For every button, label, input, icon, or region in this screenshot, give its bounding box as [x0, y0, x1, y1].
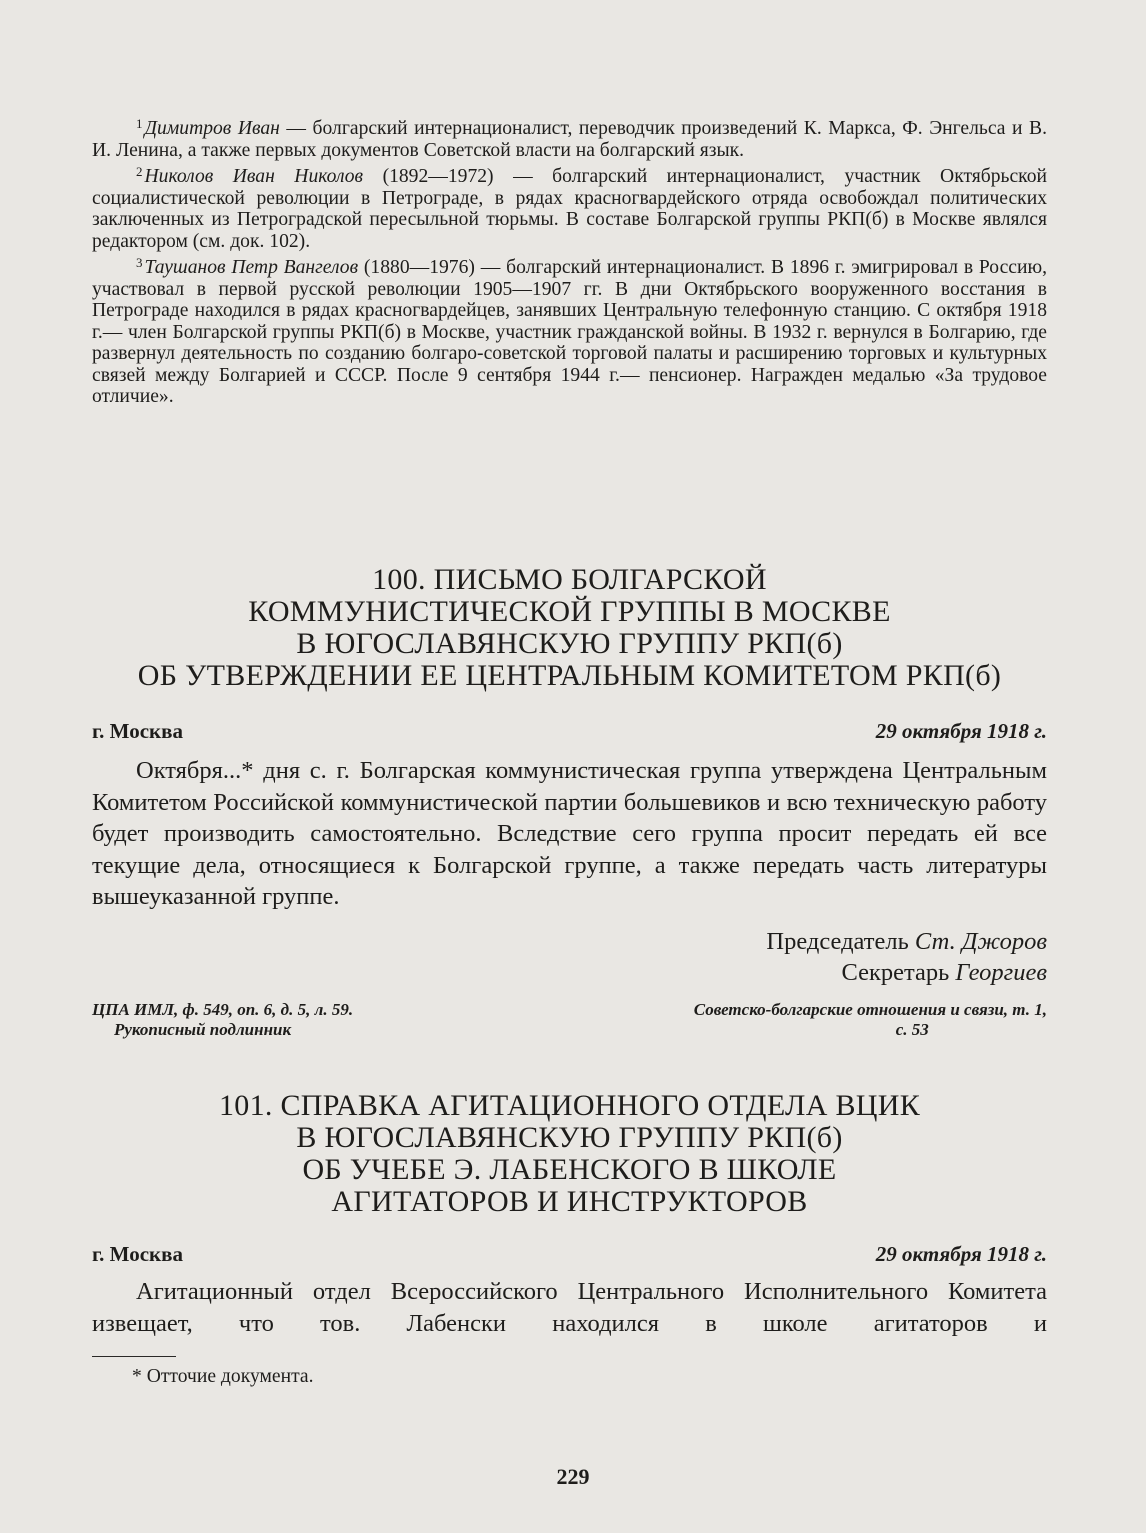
doc100-place: г. Москва	[92, 719, 183, 743]
footnote-2: $^2$ Николов Иван Николов (1892—1972) — болгарский интернационалист, участник Октябрьской социалистической революции в Петрограде, в рядах красногвардейского отряда освобождал политических заключенных из Петроградской пересыльной тюрьмы. В составе Болгарской группы РКП(б) в Москве являлся редактором (см. док. 102).	[92, 164, 1047, 252]
footnotes	[92, 113, 1047, 408]
doc100-body	[92, 755, 1047, 913]
doc101-title-line: 101. СПРАВКА АГИТАЦИОННОГО ОТДЕЛА ВЦИК	[218, 1089, 921, 1122]
doc100-signatures	[766, 926, 1047, 988]
signature-secretary: Секретарь Георгиев	[841, 959, 1047, 986]
doc101-title-line: АГИТАТОРОВ И ИНСТРУКТОРОВ	[331, 1185, 808, 1218]
footnote-3-name: Таушанов Петр Вангелов	[144, 257, 359, 278]
doc100-paragraph: Октября...* дня с. г. Болгарская коммунистическая группа утверждена Центральным Комитетом Российской коммунистической партии большевиков и всю техническую работу будет производить самостоятельно. Вследствие сего группа просит передать ей все текущие дела, относящиеся к Болгарской группе, а также передать часть литературы вышеуказанной группе.	[92, 757, 1047, 911]
footnote-2-name: Николов Иван Николов	[144, 166, 364, 187]
doc100-place-date	[92, 719, 1047, 743]
doc100-title-line: 100. ПИСЬМО БОЛГАРСКОЙ	[372, 563, 767, 596]
footnote-1-name: Димитров Иван	[144, 118, 280, 139]
footnote-3: $^3$ Таушанов Петр Вангелов (1880—1976) — болгарский интернационалист. В 1896 г. эмигрировал в Россию, участвовал в первой русской революции 1905—1907 гг. В дни Октябрьского вооруженного восстания в Петрограде находился в рядах красногвардейцев, занявших Центральную телефонную станцию. С октября 1918 г.— член Болгарской группы РКП(б) в Москве, участник гражданской войны. В 1932 г. вернулся в Болгарию, где развернул деятельность по созданию болгаро-советской торговой палаты и расширению торговых и культурных связей между Болгарией и СССР. После 9 сентября 1944 г.— пенсионер. Награжден медалью «За трудовое отличие».	[92, 255, 1048, 407]
footnote-rule	[92, 1356, 176, 1357]
publication-source: Советско-болгарские отношения и связи, т. 1, с. 53	[693, 1000, 1047, 1039]
footnote-3-text: (1880—1976) — болгарский интернационалист. В 1896 г. эмигрировал в Россию, участвовал в первой русской революции 1905—1907 гг. В дни Октябрьского вооруженного восстания в Петрограде находился в рядах красногвардейцев, занявших Центральную телефонную станцию. С октября 1918 г.— член Болгарской группы РКП(б) в Москве, участник гражданской войны. В 1932 г. вернулся в Болгарию, где развернул деятельность по созданию болгаро-советской торговой палаты и расширению торговых и культурных связей между Болгарией и СССР. После 9 сентября 1944 г.— пенсионер. Награжден медалью «За трудовое отличие».	[92, 257, 1048, 407]
doc101-body	[92, 1276, 1047, 1339]
page-footnote: * Отточие документа.	[132, 1366, 314, 1387]
page-number: 229	[556, 1464, 590, 1489]
doc100-title-line: В ЮГОСЛАВЯНСКУЮ ГРУППУ РКП(б)	[296, 627, 843, 660]
doc101-title-line: ОБ УЧЕБЕ Э. ЛАБЕНСКОГО В ШКОЛЕ	[302, 1153, 837, 1186]
doc100-date: 29 октября 1918 г.	[875, 719, 1047, 743]
doc101-place-date	[92, 1242, 1047, 1266]
doc100-title-line: ОБ УТВЕРЖДЕНИИ ЕЕ ЦЕНТРАЛЬНЫМ КОМИТЕТОМ РКП(б)	[137, 659, 1002, 692]
doc100-title	[92, 564, 1047, 692]
signature-chairman: Председатель Ст. Джоров	[766, 928, 1047, 955]
footnote-1-text: — болгарский интернационалист, переводчик произведений К. Маркса, Ф. Энгельса и В. И. Ленина, а также первых документов Советской власти на болгарский язык.	[92, 118, 1047, 161]
doc100-title-line: КОММУНИСТИЧЕСКОЙ ГРУППЫ В МОСКВЕ	[248, 595, 891, 628]
footnote-1: $^1$ Димитров Иван — болгарский интернационалист, переводчик произведений К. Маркса, Ф. Энгельса и В. И. Ленина, а также первых документов Советской власти на болгарский язык.	[92, 116, 1047, 161]
doc101-place: г. Москва	[92, 1242, 183, 1266]
doc101-title	[92, 1090, 1047, 1218]
doc100-archive-reference	[92, 1000, 1047, 1042]
doc101-title-line: В ЮГОСЛАВЯНСКУЮ ГРУППУ РКП(б)	[296, 1121, 843, 1154]
doc101-paragraph: Агитационный отдел Всероссийского Центрального Исполнительного Комитета извещает, что тов. Лабенски находился в школе агитаторов и	[92, 1278, 1047, 1337]
footnote-2-text: (1892—1972) — болгарский интернационалист, участник Октябрьской социалистической революции в Петрограде, в рядах красногвардейского отряда освобождал политических заключенных из Петроградской пересыльной тюрьмы. В составе Болгарской группы РКП(б) в Москве являлся редактором (см. док. 102).	[92, 166, 1047, 252]
archive-source: ЦПА ИМЛ, ф. 549, оп. 6, д. 5, л. 59. Рукописный подлинник	[92, 1000, 354, 1039]
doc101-date: 29 октября 1918 г.	[875, 1242, 1047, 1266]
